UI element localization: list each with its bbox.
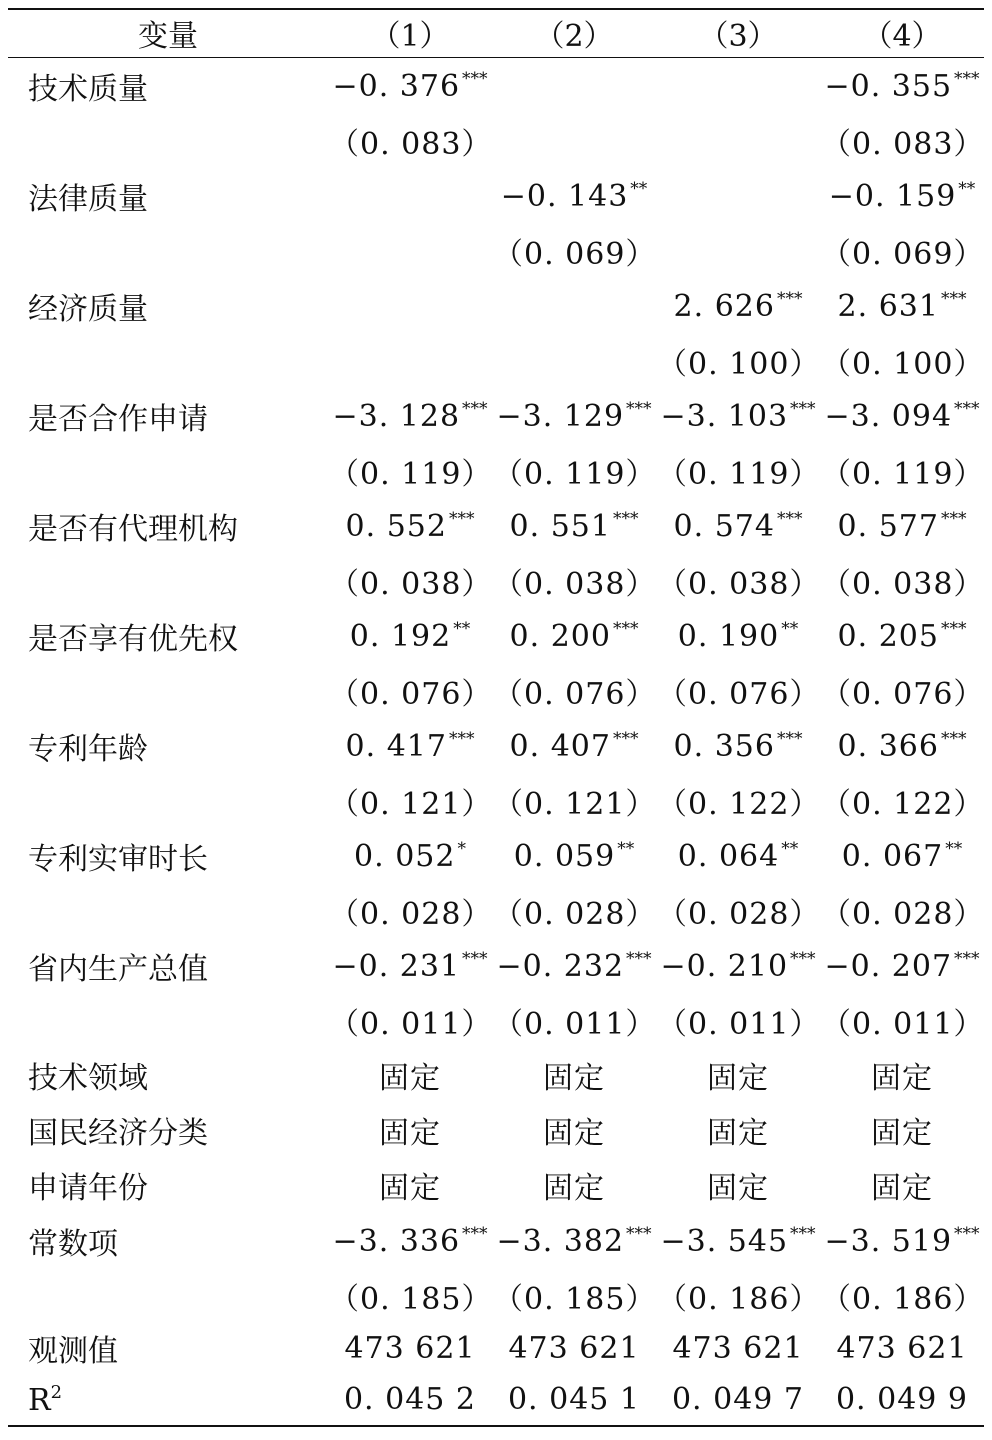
fixed-effect-cell-value: 固定 [871, 1170, 933, 1206]
r-squared-superscript: 2 [50, 1381, 63, 1403]
coefficient-value: −3. 128 [332, 398, 461, 434]
header-model-1: （1） [370, 19, 450, 55]
coefficient-value: −0. 232 [496, 948, 625, 984]
standard-error-value: （0. 083） [821, 127, 985, 162]
fixed-effect-cell [492, 1102, 656, 1157]
table-row-standard-error [8, 665, 984, 717]
coefficient-value: −3. 382 [496, 1223, 625, 1259]
significance-stars: ** [453, 618, 471, 639]
fixed-effect-cell-value: 固定 [543, 1115, 605, 1151]
standard-error-cell [492, 555, 656, 607]
standard-error-cell [820, 775, 984, 827]
table-row-standard-error [8, 445, 984, 497]
significance-stars: *** [448, 728, 475, 749]
fixed-effect-cell [492, 1157, 656, 1212]
variable-label-empty [8, 995, 328, 1047]
coefficient-cell [492, 57, 656, 115]
standard-error-cell [656, 225, 820, 277]
standard-error-value: （0. 185） [329, 1282, 493, 1317]
observations-cell-value: 473 621 [508, 1330, 640, 1366]
significance-stars: *** [940, 728, 967, 749]
observations-cell-value: 473 621 [344, 1330, 476, 1366]
standard-error-cell [656, 555, 820, 607]
observations-cell-value: 473 621 [836, 1330, 968, 1366]
coefficient-value: 0. 552 [345, 508, 447, 544]
r-squared-cell [656, 1374, 820, 1426]
coefficient-cell [820, 497, 984, 555]
significance-stars: ** [617, 838, 635, 859]
significance-stars: *** [462, 948, 488, 969]
fixed-effect-cell-value: 固定 [871, 1060, 933, 1096]
coefficient-value: −0. 159 [828, 178, 957, 214]
coefficient-value: 0. 551 [509, 508, 611, 544]
fixed-effect-cell [328, 1157, 492, 1212]
table-row-observations [8, 1322, 984, 1374]
coefficient-value: 2. 631 [837, 288, 939, 324]
standard-error-cell [328, 335, 492, 387]
standard-error-value: （0. 069） [493, 237, 657, 272]
standard-error-value: （0. 122） [821, 787, 985, 822]
coefficient-cell [328, 57, 492, 115]
r-squared-value: 0. 045 1 [507, 1382, 641, 1417]
significance-stars: *** [448, 508, 475, 529]
coefficient-cell [328, 607, 492, 665]
variable-label: 专利实审时长 [28, 842, 208, 877]
table-row-standard-error [8, 1270, 984, 1322]
coefficient-cell [656, 387, 820, 445]
coefficient-cell [820, 937, 984, 995]
variable-label-empty [8, 115, 328, 167]
r-squared-value: 0. 049 7 [671, 1382, 805, 1417]
table-row-coefficient [8, 497, 984, 555]
coefficient-cell [492, 167, 656, 225]
significance-stars: ** [958, 178, 976, 199]
coefficient-value: 0. 366 [837, 728, 939, 764]
table-row-coefficient [8, 277, 984, 335]
significance-stars: *** [612, 508, 639, 529]
significance-stars: *** [612, 618, 639, 639]
variable-label-empty [8, 775, 328, 827]
fixed-effect-cell [656, 1047, 820, 1102]
standard-error-cell [656, 115, 820, 167]
variable-label: 是否合作申请 [28, 402, 208, 437]
coefficient-value: 0. 052 [354, 838, 456, 874]
table-row-standard-error [8, 775, 984, 827]
variable-label: 技术质量 [28, 72, 148, 108]
table-row-standard-error [8, 555, 984, 607]
standard-error-value: （0. 100） [657, 347, 821, 382]
significance-stars: *** [790, 398, 816, 419]
standard-error-value: （0. 038） [493, 567, 657, 602]
header-model-4: （4） [862, 19, 942, 55]
standard-error-value: （0. 121） [329, 787, 493, 822]
significance-stars: ** [781, 618, 799, 639]
standard-error-cell [328, 555, 492, 607]
coefficient-value: 0. 064 [677, 838, 780, 874]
coefficient-cell [656, 717, 820, 775]
r-squared-cell [820, 1374, 984, 1426]
table-row-standard-error [8, 225, 984, 277]
coefficient-cell [656, 57, 820, 115]
standard-error-value: （0. 121） [493, 787, 657, 822]
variable-label: 常数项 [28, 1227, 118, 1262]
variable-label: 国民经济分类 [28, 1115, 208, 1151]
standard-error-value: （0. 028） [493, 897, 657, 932]
fixed-effect-cell-value: 固定 [707, 1170, 769, 1206]
coefficient-value: −3. 103 [660, 398, 789, 434]
significance-stars: *** [940, 288, 967, 309]
coefficient-value: −0. 210 [660, 948, 789, 984]
r-squared-cell [328, 1374, 492, 1426]
coefficient-cell [656, 607, 820, 665]
significance-stars: *** [776, 728, 803, 749]
table-row-coefficient [8, 387, 984, 445]
table-row-standard-error [8, 885, 984, 937]
variable-label-empty [8, 445, 328, 497]
coefficient-value: −3. 336 [332, 1223, 461, 1259]
coefficient-value: 0. 192 [349, 618, 452, 654]
standard-error-value: （0. 076） [493, 677, 657, 712]
standard-error-cell [328, 885, 492, 937]
coefficient-value: 0. 205 [837, 618, 939, 654]
observations-cell-value: 473 621 [672, 1330, 804, 1366]
coefficient-value: 0. 577 [837, 508, 939, 544]
table-row-coefficient [8, 1212, 984, 1270]
r-squared-cell [492, 1374, 656, 1426]
standard-error-cell [820, 885, 984, 937]
standard-error-cell [820, 995, 984, 1047]
standard-error-value: （0. 119） [329, 457, 493, 492]
significance-stars: *** [626, 1223, 652, 1244]
coefficient-cell [820, 717, 984, 775]
standard-error-value: （0. 119） [493, 457, 657, 492]
coefficient-value: 0. 356 [673, 728, 775, 764]
significance-stars: *** [954, 68, 980, 89]
significance-stars: *** [776, 508, 803, 529]
table-row-fixed-effect [8, 1157, 984, 1212]
coefficient-value: −3. 094 [824, 398, 953, 434]
r-squared-value: 0. 045 2 [343, 1382, 477, 1417]
standard-error-cell [492, 665, 656, 717]
standard-error-value: （0. 011） [821, 1007, 985, 1042]
standard-error-cell [328, 665, 492, 717]
standard-error-cell [492, 335, 656, 387]
significance-stars: *** [790, 1223, 816, 1244]
standard-error-cell [492, 885, 656, 937]
coefficient-cell [492, 937, 656, 995]
coefficient-cell [328, 937, 492, 995]
standard-error-value: （0. 076） [821, 677, 985, 712]
standard-error-value: （0. 038） [329, 567, 493, 602]
standard-error-value: （0. 100） [821, 347, 985, 382]
coefficient-cell [492, 717, 656, 775]
fixed-effect-cell [820, 1102, 984, 1157]
variable-label-empty [8, 225, 328, 277]
table-row-standard-error [8, 115, 984, 167]
coefficient-cell [328, 497, 492, 555]
coefficient-cell [492, 277, 656, 335]
table-row-coefficient [8, 167, 984, 225]
variable-label: 是否有代理机构 [28, 512, 238, 547]
standard-error-cell [820, 555, 984, 607]
variable-label: 经济质量 [28, 292, 148, 327]
standard-error-value: （0. 069） [821, 237, 985, 272]
variable-label-empty [8, 335, 328, 387]
coefficient-value: 0. 200 [509, 618, 611, 654]
standard-error-cell [820, 1270, 984, 1322]
standard-error-cell [656, 445, 820, 497]
coefficient-cell [656, 497, 820, 555]
standard-error-value: （0. 119） [821, 457, 985, 492]
fixed-effect-cell [820, 1157, 984, 1212]
coefficient-value: −0. 207 [824, 948, 953, 984]
significance-stars: *** [462, 398, 488, 419]
fixed-effect-cell-value: 固定 [379, 1060, 441, 1096]
coefficient-value: 0. 417 [345, 728, 447, 764]
table-header-row [8, 9, 984, 57]
standard-error-value: （0. 119） [657, 457, 821, 492]
coefficient-cell [656, 1212, 820, 1270]
coefficient-cell [656, 937, 820, 995]
significance-stars: ** [781, 838, 799, 859]
standard-error-cell [820, 115, 984, 167]
coefficient-value: −0. 231 [332, 948, 461, 984]
coefficient-cell [656, 277, 820, 335]
coefficient-cell [328, 167, 492, 225]
coefficient-cell [820, 387, 984, 445]
standard-error-cell [656, 665, 820, 717]
significance-stars: *** [954, 1223, 980, 1244]
standard-error-value: （0. 028） [657, 897, 821, 932]
coefficient-value: 2. 626 [673, 288, 775, 324]
variable-label: 技术领域 [28, 1060, 148, 1096]
fixed-effect-cell-value: 固定 [707, 1115, 769, 1151]
coefficient-cell [492, 607, 656, 665]
standard-error-cell [328, 115, 492, 167]
coefficient-cell [820, 1212, 984, 1270]
significance-stars: *** [776, 288, 803, 309]
standard-error-cell [328, 445, 492, 497]
significance-stars: *** [612, 728, 639, 749]
variable-label: 省内生产总值 [28, 952, 208, 987]
significance-stars: *** [940, 618, 967, 639]
r-squared-value: 0. 049 9 [835, 1382, 969, 1417]
table-row-coefficient [8, 937, 984, 995]
standard-error-value: （0. 038） [657, 567, 821, 602]
coefficient-value: 0. 059 [513, 838, 616, 874]
variable-label: 申请年份 [28, 1170, 148, 1206]
header-model-3: （3） [698, 19, 778, 55]
standard-error-cell [492, 775, 656, 827]
significance-stars: *** [954, 398, 980, 419]
fixed-effect-cell [820, 1047, 984, 1102]
standard-error-cell [328, 775, 492, 827]
standard-error-value: （0. 186） [821, 1282, 985, 1317]
fixed-effect-cell [328, 1102, 492, 1157]
fixed-effect-cell-value: 固定 [543, 1060, 605, 1096]
regression-table [8, 8, 984, 1427]
fixed-effect-cell [656, 1102, 820, 1157]
fixed-effect-cell [656, 1157, 820, 1212]
coefficient-cell [656, 827, 820, 885]
coefficient-cell [820, 827, 984, 885]
coefficient-cell [328, 717, 492, 775]
standard-error-value: （0. 011） [657, 1007, 821, 1042]
coefficient-cell [820, 607, 984, 665]
standard-error-cell [820, 445, 984, 497]
coefficient-value: −0. 355 [824, 68, 953, 104]
coefficient-cell [820, 277, 984, 335]
standard-error-cell [492, 995, 656, 1047]
variable-label: 观测值 [28, 1334, 118, 1369]
significance-stars: *** [462, 1223, 488, 1244]
standard-error-value: （0. 011） [493, 1007, 657, 1042]
coefficient-value: 0. 190 [677, 618, 780, 654]
table-row-coefficient [8, 827, 984, 885]
coefficient-value: 0. 574 [673, 508, 775, 544]
standard-error-cell [656, 335, 820, 387]
table-row-coefficient [8, 607, 984, 665]
table-row-fixed-effect [8, 1102, 984, 1157]
table-row-fixed-effect [8, 1047, 984, 1102]
coefficient-value: −3. 129 [496, 398, 625, 434]
coefficient-value: −0. 376 [332, 68, 461, 104]
header-model-2: （2） [534, 19, 614, 55]
coefficient-value: −3. 545 [660, 1223, 789, 1259]
standard-error-cell [656, 885, 820, 937]
standard-error-value: （0. 185） [493, 1282, 657, 1317]
table-row-r-squared [8, 1374, 984, 1426]
observations-cell [328, 1322, 492, 1374]
observations-cell [492, 1322, 656, 1374]
fixed-effect-cell [328, 1047, 492, 1102]
table-row-standard-error [8, 995, 984, 1047]
significance-stars: *** [626, 398, 652, 419]
standard-error-cell [328, 225, 492, 277]
variable-label: 法律质量 [28, 182, 148, 217]
variable-label-empty [8, 885, 328, 937]
standard-error-cell [328, 1270, 492, 1322]
variable-label-empty [8, 665, 328, 717]
variable-label: 是否享有优先权 [28, 622, 238, 657]
coefficient-value: 0. 067 [841, 838, 944, 874]
standard-error-cell [820, 335, 984, 387]
significance-stars: *** [790, 948, 816, 969]
coefficient-cell [492, 497, 656, 555]
standard-error-value: （0. 038） [821, 567, 985, 602]
table-row-coefficient [8, 717, 984, 775]
variable-label-empty [8, 1270, 328, 1322]
coefficient-cell [820, 167, 984, 225]
standard-error-cell [820, 665, 984, 717]
coefficient-cell [492, 1212, 656, 1270]
table-body [8, 57, 984, 1426]
fixed-effect-cell-value: 固定 [707, 1060, 769, 1096]
standard-error-cell [656, 1270, 820, 1322]
standard-error-value: （0. 028） [821, 897, 985, 932]
fixed-effect-cell-value: 固定 [379, 1170, 441, 1206]
coefficient-cell [328, 277, 492, 335]
standard-error-value: （0. 083） [329, 127, 493, 162]
standard-error-cell [492, 1270, 656, 1322]
coefficient-cell [328, 827, 492, 885]
significance-stars: * [457, 838, 466, 859]
standard-error-value: （0. 076） [657, 677, 821, 712]
variable-label: 专利年龄 [28, 732, 148, 767]
table-row-standard-error [8, 335, 984, 387]
observations-cell [820, 1322, 984, 1374]
standard-error-cell [820, 225, 984, 277]
standard-error-cell [328, 995, 492, 1047]
fixed-effect-cell-value: 固定 [543, 1170, 605, 1206]
significance-stars: *** [462, 68, 488, 89]
standard-error-value: （0. 076） [329, 677, 493, 712]
header-variable: 变量 [138, 19, 198, 55]
coefficient-cell [328, 387, 492, 445]
coefficient-value: −3. 519 [824, 1223, 953, 1259]
coefficient-cell [820, 57, 984, 115]
significance-stars: *** [626, 948, 652, 969]
standard-error-value: （0. 028） [329, 897, 493, 932]
coefficient-cell [656, 167, 820, 225]
standard-error-cell [656, 995, 820, 1047]
standard-error-cell [492, 445, 656, 497]
coefficient-value: 0. 407 [509, 728, 611, 764]
standard-error-cell [656, 775, 820, 827]
variable-label-empty [8, 555, 328, 607]
significance-stars: *** [940, 508, 967, 529]
observations-cell [656, 1322, 820, 1374]
standard-error-value: （0. 122） [657, 787, 821, 822]
r-squared-label [8, 1374, 328, 1426]
standard-error-value: （0. 186） [657, 1282, 821, 1317]
coefficient-value: −0. 143 [500, 178, 629, 214]
standard-error-cell [492, 115, 656, 167]
fixed-effect-cell-value: 固定 [871, 1115, 933, 1151]
fixed-effect-cell-value: 固定 [379, 1115, 441, 1151]
standard-error-value: （0. 011） [329, 1007, 493, 1042]
coefficient-cell [328, 1212, 492, 1270]
table-row-coefficient [8, 57, 984, 115]
significance-stars: *** [954, 948, 980, 969]
significance-stars: ** [945, 838, 963, 859]
coefficient-cell [492, 387, 656, 445]
coefficient-cell [492, 827, 656, 885]
standard-error-cell [492, 225, 656, 277]
fixed-effect-cell [492, 1047, 656, 1102]
r-squared-letter: R [28, 1382, 51, 1418]
significance-stars: ** [630, 178, 648, 199]
